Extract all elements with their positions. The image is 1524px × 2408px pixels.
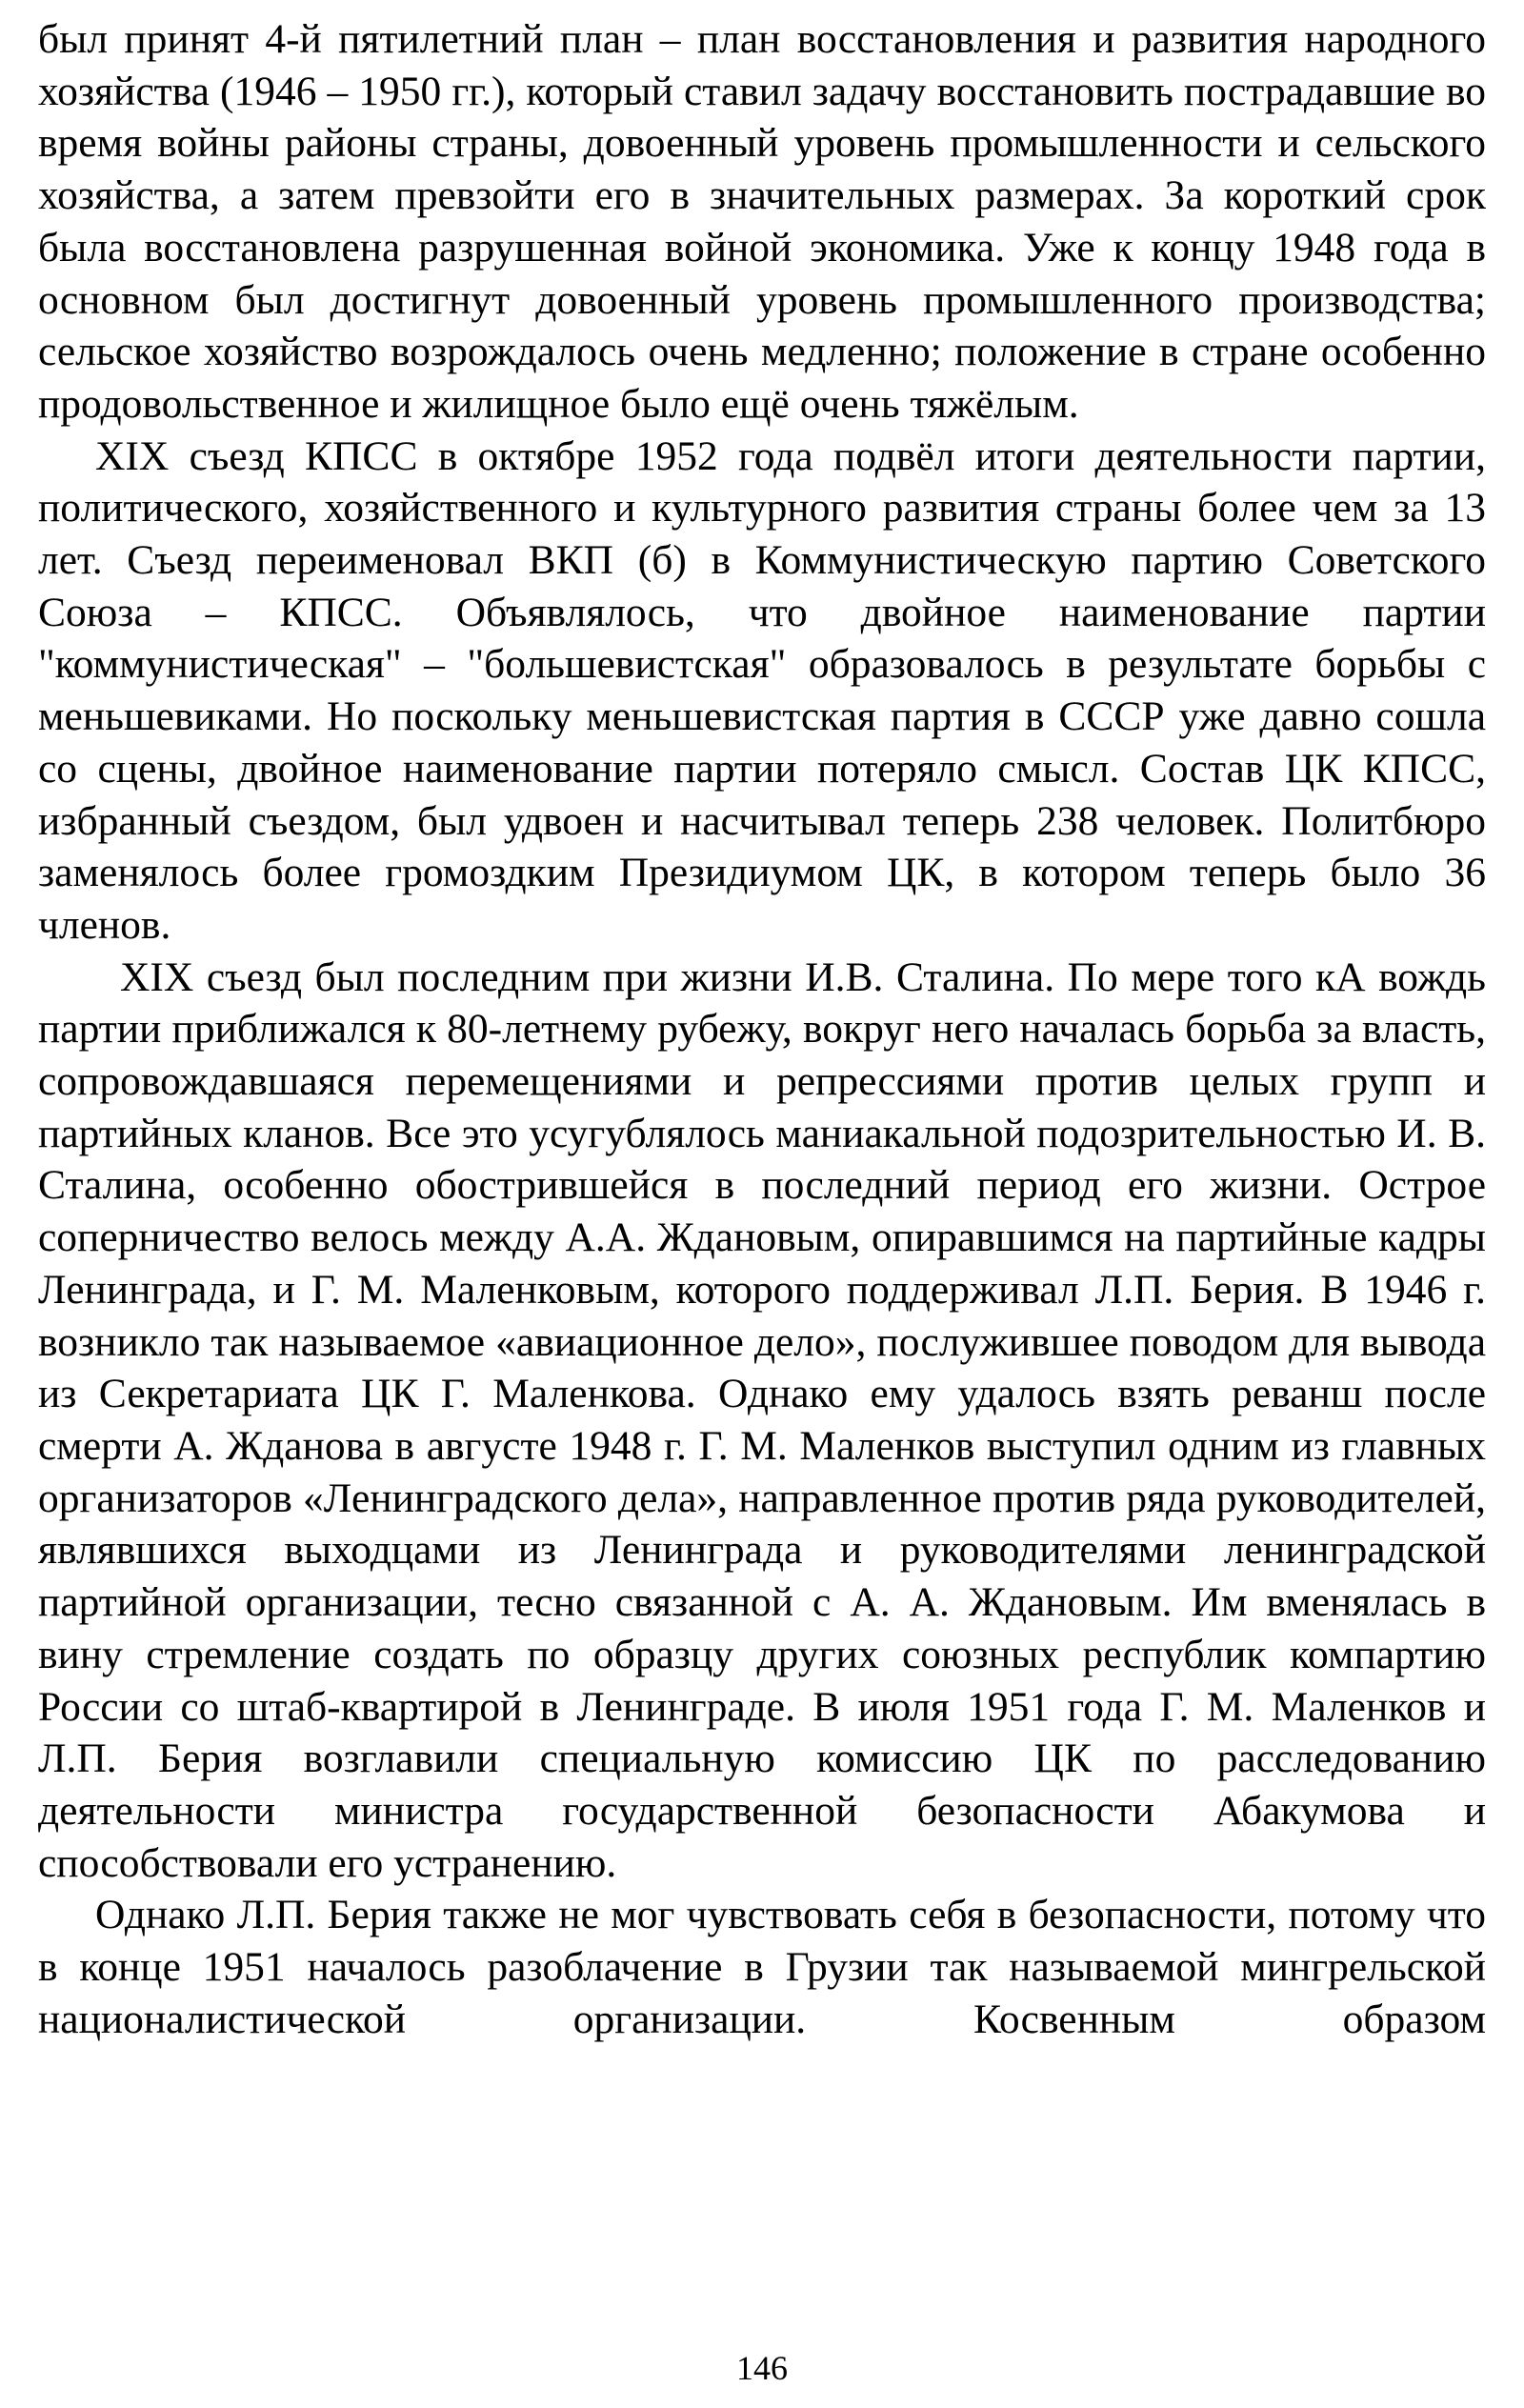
paragraph-1: был принят 4-й пятилетний план – план восстановления и развития народного хозяйства (1946 – 1950 гг.), который ставил задачу восстановить пострадавшие во время войны районы страны, довоенный уровень промышленности и сельского хозяйства, а затем превзойти его в значительных размерах. За короткий срок была восстановлена разрушенная войной экономика. Уже к концу 1948 года в основном был достигнут довоенный уровень промышленного производства; сельское хозяйство возрождалось очень медленно; положение в стране особенно продовольственное и жилищное было ещё очень тяжёлым. <box>38 16 1486 427</box>
paragraph-3: XIX съезд был последним при жизни И.В. Сталина. По мере того кА вождь партии приближался к 80-летнему рубежу, вокруг него началась борьба за власть, сопровождавшаяся перемещениями и репрессиями против целых групп и партийных кланов. Все это усугублялось маниакальной подозрительностью И. В. Сталина, особенно обострившейся в последний период его жизни. Острое соперничество велось между А.А. Ждановым, опиравшимся на партийные кадры Ленинграда, и Г. М. Маленковым, которого поддерживал Л.П. Берия. В 1946 г. возникло так называемое «авиационное дело», послужившее поводом для вывода из Секретариата ЦК Г. Маленкова. Однако ему удалось взять реванш после смерти А. Жданова в августе 1948 г. Г. М. Маленков выступил одним из главных организаторов «Ленинградского дела», направленное против ряда руководителей, являвшихся выходцами из Ленинграда и руководителями ленинградской партийной организации, тесно связанной с А. А. Ждановым. Им вменялась в вину стремление создать по образцу других союзных республик компартию России со штаб-квартирой в Ленинграде. В июля 1951 года Г. М. Маленков и Л.П. Берия возглавили специальную комиссию ЦК по расследованию деятельности министра государственной безопасности Абакумова и способствовали его устранению. <box>38 953 1486 1886</box>
paragraph-4: Однако Л.П. Берия также не мог чувствовать себя в безопасности, потому что в конце 1951 началось разоблачение в Грузии так называемой мингрельской националистической организации. Косвенным образом <box>38 1892 1486 2042</box>
page-number: 146 <box>736 2349 788 2387</box>
paragraph-2: XIX съезд КПСС в октябре 1952 года подвёл итоги деятельности партии, политического, хозяйственного и культурного развития страны более чем за 13 лет. Съезд переименовал ВКП (б) в Коммунистическую партию Советского Союза – КПСС. Объявлялось, что двойное наименование партии "коммунистическая" – "большевистская" образовалось в результате борьбы с меньшевиками. Но поскольку меньшевистская партия в СССР уже давно сошла со сцены, двойное наименование партии потеряло смысл. Состав ЦК КПСС, избранный съездом, был удвоен и насчитывал теперь 238 человек. Политбюро заменялось более громоздким Президиумом ЦК, в котором теперь было 36 членов. <box>38 432 1486 948</box>
body-text <box>38 13 1486 2045</box>
